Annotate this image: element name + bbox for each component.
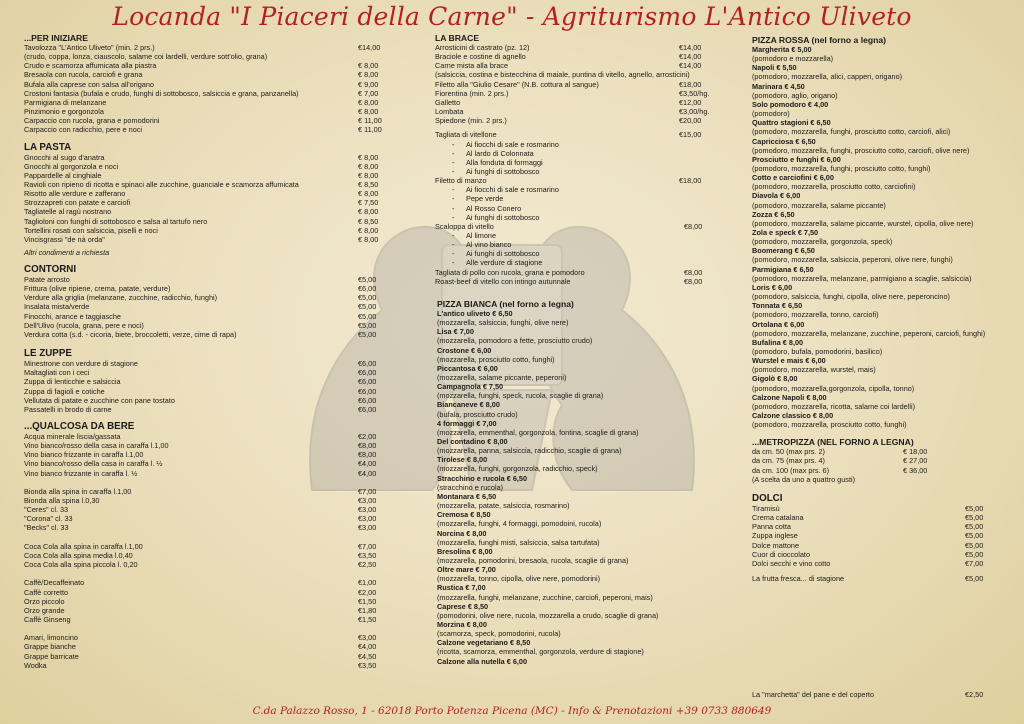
pizza-rossa-ingredients: (pomodoro, mozzarella, funghi, prosciutto cotto, carciofi, alici) bbox=[752, 127, 951, 137]
bullet-dash: - bbox=[452, 231, 455, 240]
pizza-rossa-name: Parmigiana € 6,50 bbox=[752, 264, 814, 274]
zuppa-price: €6,00 bbox=[358, 404, 377, 414]
pizza-bianca-ingredients: (ricotta, scamorza, emmenthal, gorgonzola, verdure di stagione) bbox=[437, 647, 644, 657]
dolce-name: Zuppa inglese bbox=[752, 531, 798, 541]
contorno-price: €5,00 bbox=[358, 293, 377, 303]
dolce-name: Dolce mattone bbox=[752, 540, 800, 550]
bevanda-name: "Corona" cl. 33 bbox=[24, 514, 73, 524]
section-title-metropizza: ...METROPIZZA (NEL FORNO A LEGNA) bbox=[752, 437, 914, 448]
pasta-item-price: € 8,00 bbox=[358, 189, 379, 199]
antipasto-price: € 9,00 bbox=[358, 79, 379, 89]
zuppa-price: €6,00 bbox=[358, 359, 377, 369]
pizza-bianca-name: Calzone vegetariano € 8,50 bbox=[437, 638, 531, 648]
bevanda-price: €3,00 bbox=[358, 505, 377, 515]
antipasto-name: Bufala alla caprese con salsa all'origano bbox=[24, 79, 154, 89]
contorno-price: €5,00 bbox=[358, 320, 377, 330]
pizza-rossa-name: Quattro stagioni € 6,50 bbox=[752, 118, 831, 128]
bevanda-name: Bionda alla spina l.0,30 bbox=[24, 496, 100, 505]
pasta-item-name: Gnocchi al sugo d'anatra bbox=[24, 152, 105, 162]
dolce-price: €5,00 bbox=[965, 549, 984, 559]
pizza-bianca-name: Oltre mare € 7,00 bbox=[437, 565, 496, 575]
bevanda-price: €3,00 bbox=[358, 496, 377, 505]
antipasto-name: Bresaola con rucola, carciofi e grana bbox=[24, 70, 143, 80]
scaloppa-price: €8,00 bbox=[684, 221, 703, 231]
tagliata-option: Alla fonduta di formaggi bbox=[466, 157, 543, 167]
dolce-name: Tiramisù bbox=[752, 503, 780, 513]
bevanda-price: €2,00 bbox=[358, 431, 377, 441]
contorno-price: €5,00 bbox=[358, 275, 377, 284]
bevanda-name: Wodka bbox=[24, 660, 47, 670]
bevanda-price: €1,80 bbox=[358, 605, 377, 615]
scaloppa-title: Scaloppa di vitello bbox=[435, 221, 494, 231]
antipasto-name: Crudo e scamorza affumicata alla piastra bbox=[24, 61, 157, 71]
secondo-name: Roast-beef di vitello con intingo autunnale bbox=[435, 276, 571, 286]
antipasto-name: Parmigiana di melanzane bbox=[24, 97, 107, 107]
contorno-name: Verdure alla griglia (melanzane, zucchine, radicchio, funghi) bbox=[24, 293, 218, 303]
pizza-bianca-name: Stracchino e rucola € 6,50 bbox=[437, 473, 528, 483]
contorno-name: Patate arrosto bbox=[24, 275, 70, 284]
pizza-bianca-ingredients: (mozzarella, salsiccia, funghi, olive nere) bbox=[437, 318, 569, 328]
filetto-option: Al Rosso Conero bbox=[466, 203, 522, 213]
pizza-rossa-ingredients: (pomodoro, mozzarella, gorgonzola, speck) bbox=[752, 237, 893, 247]
bevanda-price: €3,00 bbox=[358, 523, 377, 533]
tagliata-option: Al lardo di Colonnata bbox=[466, 148, 534, 158]
pizza-rossa-name: Zozza € 6,50 bbox=[752, 209, 795, 219]
pizza-bianca-name: Biancaneve € 8,00 bbox=[437, 400, 500, 410]
bevanda-name: Grappe barricate bbox=[24, 651, 79, 661]
antipasto-price: € 7,00 bbox=[358, 88, 379, 98]
pizza-bianca-name: Montanara € 6,50 bbox=[437, 491, 497, 501]
contorno-name: Dell'Ulivo (rucola, grana, pere e noci) bbox=[24, 320, 144, 330]
pizza-rossa-name: Solo pomodoro € 4,00 bbox=[752, 99, 829, 109]
pizza-rossa-name: Zola e speck € 7,50 bbox=[752, 228, 819, 237]
antipasto-name: Carpaccio con radicchio, pere e noci bbox=[24, 125, 143, 135]
brace-item-price: €3,00/hg. bbox=[679, 107, 710, 117]
secondo-name: Tagliata di pollo con rucola, grana e pomodoro bbox=[435, 267, 585, 277]
pizza-rossa-ingredients: (pomodoro, mozzarella, melanzane, zucchine, peperoni, carciofi, funghi) bbox=[752, 328, 986, 338]
bullet-dash: - bbox=[452, 185, 455, 195]
bevanda-price: €4,00 bbox=[358, 459, 377, 469]
pizza-rossa-name: Napoli € 5,50 bbox=[752, 63, 797, 73]
pizza-bianca-name: Tirolese € 8,00 bbox=[437, 455, 488, 465]
tagliata-price: €15,00 bbox=[679, 130, 702, 140]
pizza-bianca-name: Cremosa € 8,50 bbox=[437, 510, 491, 520]
section-title-zuppe: LE ZUPPE bbox=[24, 348, 72, 360]
zuppa-price: €6,00 bbox=[358, 386, 377, 396]
brace-item-name: Carne mista alla brace bbox=[435, 61, 509, 71]
bullet-dash: - bbox=[452, 240, 455, 250]
pizza-rossa-name: Calzone Napoli € 8,00 bbox=[752, 392, 827, 402]
dolce-price: €7,00 bbox=[965, 558, 984, 568]
pizza-bianca-ingredients: (mozzarella, funghi, speck, rucola, scaglie di grana) bbox=[437, 391, 604, 401]
contorno-name: Insalata mista/verde bbox=[24, 302, 90, 312]
bullet-dash: - bbox=[452, 212, 455, 222]
dolce-name: Crema catalana bbox=[752, 513, 804, 523]
antipasto-name: (crudo, coppa, lonza, ciauscolo, salame coi lardelli, verdure sott'olio, grana) bbox=[24, 52, 268, 62]
pizza-bianca-ingredients: (mozzarella, panna, salsiccia, radicchio, scaglie di grana) bbox=[437, 446, 622, 456]
bevanda-name: Orzo piccolo bbox=[24, 596, 65, 606]
pizza-rossa-name: Loris € 6,00 bbox=[752, 282, 793, 292]
coperto-price: €2,50 bbox=[965, 690, 984, 699]
zuppa-name: Maltagliati con i ceci bbox=[24, 368, 90, 378]
bevanda-price: €4,00 bbox=[358, 468, 377, 478]
brace-item-name: Braciole e costine di agnello bbox=[435, 52, 526, 62]
pizza-rossa-ingredients: (pomodoro, mozzarella, salame piccante) bbox=[752, 200, 886, 210]
pizza-rossa-name: Calzone classico € 8,00 bbox=[752, 411, 834, 420]
bullet-dash: - bbox=[452, 249, 455, 259]
pasta-item-name: Pappardelle al cinghiale bbox=[24, 170, 102, 180]
footer-contact: C.da Palazzo Rosso, 1 - 62018 Porto Potenza Picena (MC) - Info & Prenotazioni +39 0733 880649 bbox=[252, 705, 772, 717]
pasta-item-price: € 8,00 bbox=[358, 225, 379, 235]
pizza-rossa-ingredients: (pomodoro, mozzarella, melanzane, parmigiano a scaglie, salsiccia) bbox=[752, 273, 972, 283]
pizza-rossa-ingredients: (pomodoro, salsiccia, funghi, cipolla, olive nere, peperoncino) bbox=[752, 292, 950, 302]
bullet-dash: - bbox=[452, 139, 455, 149]
pizza-bianca-name: 4 formaggi € 7,00 bbox=[437, 418, 497, 428]
bevanda-name: Vino bianco frizzante in caraffa l. ½ bbox=[24, 468, 138, 478]
contorno-price: €5,00 bbox=[358, 302, 377, 312]
bevanda-name: Caffè/Decaffeinato bbox=[24, 578, 85, 588]
pasta-note: Altri condimenti a richiesta bbox=[24, 248, 110, 257]
pizza-rossa-ingredients: (pomodoro, aglio, origano) bbox=[752, 90, 838, 100]
pizza-rossa-ingredients: (pomodoro) bbox=[752, 109, 790, 119]
filetto-price: €18,00 bbox=[679, 176, 702, 186]
pasta-item-name: Taglioloni con funghi di sottobosco e salsa al tartufo nero bbox=[24, 216, 208, 226]
bevanda-price: €3,00 bbox=[358, 633, 377, 643]
pizza-rossa-ingredients: (pomodoro, mozzarella, wurstel, mais) bbox=[752, 365, 876, 375]
pizza-bianca-ingredients: (scamorza, speck, pomodorini, rucola) bbox=[437, 629, 561, 639]
pasta-item-price: € 8,00 bbox=[358, 170, 379, 180]
brace-item-price: €3,50/hg. bbox=[679, 88, 710, 98]
frutta-name: La frutta fresca... di stagione bbox=[752, 573, 845, 583]
metropizza-note: (A scelta da uno a quattro gusti) bbox=[752, 474, 856, 484]
pizza-rossa-ingredients: (pomodoro, mozzarella, ricotta, salame coi lardelli) bbox=[752, 401, 916, 411]
pasta-item-name: Tortellini rosati con salsiccia, piselli e noci bbox=[24, 225, 158, 235]
bevanda-price: €3,50 bbox=[358, 550, 377, 560]
pasta-item-price: € 8,50 bbox=[358, 179, 379, 189]
metropizza-price: € 36,00 bbox=[903, 465, 928, 475]
pizza-bianca-ingredients: (stracchino e rucola) bbox=[437, 482, 504, 492]
antipasto-name: Pinzimonio e gorgonzola bbox=[24, 107, 104, 117]
brace-item-name: Filetto alla "Giulio Cesare" (N.B. cottura al sangue) bbox=[435, 79, 599, 89]
bevanda-name: Coca Cola alla spina media l.0,40 bbox=[24, 550, 133, 560]
pizza-rossa-name: Gigolò € 8,00 bbox=[752, 374, 798, 384]
section-title-dolci: DOLCI bbox=[752, 492, 783, 504]
contorno-price: €5,00 bbox=[358, 311, 377, 321]
antipasto-price: € 11,00 bbox=[358, 116, 382, 126]
filetto-option: Ai funghi di sottobosco bbox=[466, 212, 540, 222]
contorno-name: Verdura cotta (s.d. - cicoria, biete, broccoletti, verze, cime di rapa) bbox=[24, 329, 237, 339]
zuppa-price: €6,00 bbox=[358, 377, 377, 387]
secondo-price: €8,00 bbox=[684, 276, 703, 286]
pizza-bianca-name: Piccantosa € 6,00 bbox=[437, 363, 498, 373]
pasta-item-name: Vincisgrassi "de nà orda" bbox=[24, 234, 105, 244]
dolce-name: Dolci secchi e vino cotto bbox=[752, 558, 831, 568]
bevanda-price: €7,00 bbox=[358, 541, 377, 551]
brace-item-name: Fiorentina (min. 2 prs.) bbox=[435, 88, 509, 98]
section-title-contorni: CONTORNI bbox=[24, 264, 77, 275]
pizza-rossa-ingredients: (pomodoro, mozzarella, salame piccante, wurstel, cipolla, olive nere) bbox=[752, 218, 974, 228]
pizza-rossa-name: Bufalina € 8,00 bbox=[752, 337, 804, 347]
dolce-price: €5,00 bbox=[965, 540, 984, 550]
brace-item-price: €14,00 bbox=[679, 61, 702, 71]
pizza-rossa-name: Ortolana € 6,00 bbox=[752, 319, 805, 329]
antipasto-name: Tavolozza "L'Antico Uliveto" (min. 2 prs.) bbox=[24, 43, 155, 52]
brace-item-price: €14,00 bbox=[679, 52, 702, 62]
antipasto-price: € 8,00 bbox=[358, 107, 379, 117]
bevanda-price: €1,50 bbox=[358, 596, 377, 606]
pizza-bianca-ingredients: (pomodorini, olive nere, rucola, mozzarella a crudo, scaglie di grana) bbox=[437, 610, 659, 620]
pizza-bianca-name: Campagnola € 7,50 bbox=[437, 382, 504, 392]
contorno-name: Frittura (olive ripiene, crema, patate, verdure) bbox=[24, 284, 171, 294]
bevanda-price: €2,50 bbox=[358, 560, 377, 570]
bevanda-name: Orzo grande bbox=[24, 605, 65, 615]
contorno-name: Finocchi, arance e taggiasche bbox=[24, 311, 121, 321]
pasta-item-price: € 8,00 bbox=[358, 207, 379, 217]
bevanda-name: Acqua minerale liscia/gassata bbox=[24, 431, 121, 441]
bevanda-name: "Ceres" cl. 33 bbox=[24, 505, 69, 515]
pizza-rossa-name: Capricciosa € 6,50 bbox=[752, 136, 816, 146]
bevanda-name: Vino bianco/rosso della casa in caraffa l. ½ bbox=[24, 459, 163, 469]
dolce-price: €5,00 bbox=[965, 522, 984, 532]
bullet-dash: - bbox=[452, 194, 455, 204]
brace-item-price: €20,00 bbox=[679, 116, 702, 126]
pizza-rossa-name: Tonnata € 6,50 bbox=[752, 301, 803, 311]
pizza-bianca-name: Del contadino € 8,00 bbox=[437, 437, 508, 446]
bevanda-name: Bionda alla spina in caraffa l.1,00 bbox=[24, 486, 132, 496]
pasta-item-name: Gnocchi al gorgonzola e noci bbox=[24, 161, 119, 171]
bevanda-name: Coca Cola alla spina piccola l. 0,20 bbox=[24, 560, 138, 570]
bevanda-name: Vino bianco frizzante in caraffa l.1,00 bbox=[24, 450, 144, 460]
metropizza-name: da cm. 75 (max prs. 4) bbox=[752, 456, 825, 466]
pasta-item-name: Ravioli con ripieno di ricotta e spinaci alle zucchine, guanciale e scamorza affumicata bbox=[24, 179, 299, 189]
scaloppa-option: Al limone bbox=[466, 231, 497, 240]
tagliata-option: Ai fiocchi di sale e rosmarino bbox=[466, 139, 559, 149]
pasta-item-price: € 8,00 bbox=[358, 152, 379, 162]
bullet-dash: - bbox=[452, 203, 455, 213]
pizza-bianca-ingredients: (mozzarella, patate, salsiccia, rosmarino) bbox=[437, 501, 570, 511]
pizza-rossa-name: Marinara € 4,50 bbox=[752, 81, 805, 91]
scaloppa-option: Alle verdure di stagione bbox=[466, 258, 543, 268]
metropizza-price: € 27,00 bbox=[903, 456, 928, 466]
pizza-bianca-name: Caprese € 8,50 bbox=[437, 601, 489, 611]
dolce-price: €5,00 bbox=[965, 531, 984, 541]
bevanda-price: €2,00 bbox=[358, 587, 377, 597]
antipasto-price: €14,00 bbox=[358, 43, 381, 52]
bevanda-name: Coca Cola alla spina in caraffa l.1,00 bbox=[24, 541, 143, 551]
filetto-option: Pepe verde bbox=[466, 194, 504, 204]
pasta-item-name: Tagliatelle al ragù nostrano bbox=[24, 207, 112, 217]
bevanda-price: €4,00 bbox=[358, 642, 377, 652]
pizza-bianca-ingredients: (mozzarella, funghi, gorgonzola, radicchio, speck) bbox=[437, 464, 598, 474]
filetto-title: Filetto di manzo bbox=[435, 176, 487, 186]
zuppa-name: Zuppa di fagioli e cotiche bbox=[24, 386, 105, 396]
pasta-item-price: € 8,00 bbox=[358, 234, 379, 244]
antipasto-price: € 8,00 bbox=[358, 61, 379, 71]
pizza-rossa-ingredients: (pomodoro, mozzarella, salsiccia, peperoni, olive nere, funghi) bbox=[752, 255, 953, 265]
bevanda-price: €8,00 bbox=[358, 450, 377, 460]
bullet-dash: - bbox=[452, 166, 455, 176]
pizza-bianca-ingredients: (mozzarella, pomodorini, bresaola, rucola, scaglie di grana) bbox=[437, 555, 629, 565]
contorno-price: €5,00 bbox=[358, 329, 377, 339]
dolce-name: Panna cotta bbox=[752, 522, 791, 532]
bevanda-name: Vino bianco/rosso della casa in caraffa l.1,00 bbox=[24, 441, 169, 451]
antipasto-name: Carpaccio con rucola, grana e pomodorini bbox=[24, 116, 160, 126]
pizza-rossa-ingredients: (pomodoro e mozzarella) bbox=[752, 54, 834, 64]
pasta-item-price: € 8,50 bbox=[358, 216, 379, 226]
zuppa-name: Vellutata di patate e zucchine con pane tostato bbox=[24, 395, 175, 405]
section-title-brace: LA BRACE bbox=[435, 33, 480, 43]
pizza-bianca-ingredients: (mozzarella, pomodoro a fette, prosciutto crudo) bbox=[437, 336, 593, 346]
tagliata-option: Ai funghi di sottobosco bbox=[466, 166, 540, 176]
pizza-rossa-name: Margherita € 5,00 bbox=[752, 45, 812, 54]
pizza-rossa-ingredients: (pomodoro, mozzarella, tonno, carciofi) bbox=[752, 310, 879, 320]
frutta-price: €5,00 bbox=[965, 573, 984, 583]
section-title-pizza-bianca: PIZZA BIANCA (nel forno a legna) bbox=[437, 298, 574, 309]
pizza-bianca-name: Lisa € 7,00 bbox=[437, 327, 474, 337]
metropizza-name: da cm. 100 (max prs. 6) bbox=[752, 465, 830, 475]
bullet-dash: - bbox=[452, 148, 455, 158]
bevanda-price: €4,50 bbox=[358, 651, 377, 661]
brace-item-name: Spiedone (min. 2 prs.) bbox=[435, 116, 507, 126]
pizza-bianca-name: Crostone € 6,00 bbox=[437, 345, 492, 355]
pizza-rossa-ingredients: (pomodoro, mozzarella, alici, capperi, origano) bbox=[752, 72, 903, 82]
metropizza-price: € 18,00 bbox=[903, 447, 928, 457]
dolce-name: Cuor di cioccolato bbox=[752, 549, 810, 559]
bevanda-price: €1,00 bbox=[358, 578, 377, 588]
pizza-bianca-ingredients: (mozzarella, salame piccante, peperoni) bbox=[437, 372, 567, 382]
pizza-bianca-name: Norcina € 8,00 bbox=[437, 528, 487, 538]
brace-item-price: €14,00 bbox=[679, 43, 702, 52]
bevanda-name: Caffè Ginseng bbox=[24, 614, 71, 624]
bevanda-price: €8,00 bbox=[358, 441, 377, 451]
bevanda-name: Amari, limoncino bbox=[24, 633, 78, 643]
antipasto-price: € 11,00 bbox=[358, 125, 382, 135]
pizza-rossa-ingredients: (pomodoro, mozzarella, prosciutto cotto, carciofini) bbox=[752, 182, 916, 192]
brace-item-name: (salsiccia, costina e bistecchina di maiale, puntina di vitello, agnello, arrosticini) bbox=[435, 70, 690, 80]
pizza-bianca-ingredients: (mozzarella, emmenthal, gorgonzola, fontina, scaglie di grana) bbox=[437, 427, 639, 437]
brace-item-name: Galletto bbox=[435, 97, 461, 107]
section-title-pizza-rossa: PIZZA ROSSA (nel forno a legna) bbox=[752, 35, 887, 45]
dolce-price: €5,00 bbox=[965, 513, 984, 523]
zuppa-name: Minestrone con verdure di stagione bbox=[24, 359, 138, 369]
brace-item-price: €18,00 bbox=[679, 79, 702, 89]
bevanda-name: Grappe bianche bbox=[24, 642, 76, 652]
antipasto-price: € 8,00 bbox=[358, 70, 379, 80]
pizza-rossa-name: Cotto e carciofini € 6,00 bbox=[752, 173, 834, 183]
pizza-bianca-name: Calzone alla nutella € 6,00 bbox=[437, 656, 528, 666]
pizza-bianca-ingredients: (mozzarella, funghi misti, salsiccia, salsa tartufata) bbox=[437, 537, 600, 547]
metropizza-name: da cm. 50 (max prs. 2) bbox=[752, 447, 825, 457]
tagliata-title: Tagliata di vitellone bbox=[435, 130, 497, 140]
bullet-dash: - bbox=[452, 258, 455, 268]
antipasto-price: € 8,00 bbox=[358, 97, 379, 107]
pizza-rossa-ingredients: (pomodoro, mozzarella,gorgonzola, cipolla, tonno) bbox=[752, 383, 915, 393]
pizza-bianca-ingredients: (mozzarella, funghi, melanzane, zucchine, carciofi, peperoni, mais) bbox=[437, 592, 653, 602]
zuppa-price: €6,00 bbox=[358, 368, 377, 378]
pizza-rossa-ingredients: (pomodoro, mozzarella, funghi, prosciutto cotto, carciofi, olive nere) bbox=[752, 145, 970, 155]
scaloppa-option: Al vino bianco bbox=[466, 240, 512, 250]
brace-item-name: Arrosticini di castrato (pz. 12) bbox=[435, 43, 530, 52]
pizza-rossa-name: Diavola € 6,00 bbox=[752, 191, 801, 201]
pizza-rossa-name: Wurstel e mais € 6,00 bbox=[752, 356, 826, 366]
bevanda-name: Caffè corretto bbox=[24, 587, 69, 597]
pasta-item-price: € 7,50 bbox=[358, 198, 379, 208]
pizza-bianca-name: Bresolina € 8,00 bbox=[437, 546, 493, 556]
pizza-rossa-ingredients: (pomodoro, bufala, pomodorini, basilico) bbox=[752, 346, 883, 356]
pizza-rossa-ingredients: (pomodoro, mozzarella, prosciutto cotto, funghi) bbox=[752, 420, 907, 430]
pizza-rossa-name: Prosciutto e funghi € 6,00 bbox=[752, 154, 841, 164]
brace-item-price: €12,00 bbox=[679, 97, 702, 107]
pizza-bianca-name: L'antico uliveto € 6,50 bbox=[437, 308, 513, 318]
pizza-bianca-ingredients: (mozzarella, funghi, 4 formaggi, pomodoini, rucola) bbox=[437, 519, 602, 529]
contorno-price: €6,00 bbox=[358, 284, 377, 294]
pasta-item-name: Risotto alle verdure e zafferano bbox=[24, 189, 126, 199]
pizza-rossa-ingredients: (pomodoro, mozzarella, funghi, prosciutto cotto, funghi) bbox=[752, 163, 931, 173]
zuppa-name: Passatelli in brodo di carne bbox=[24, 404, 112, 414]
antipasto-name: Crostoni fantasia (bufala e crudo, funghi di sottobosco, salsiccia e grana, panzanella) bbox=[24, 88, 299, 98]
filetto-option: Ai fiocchi di sale e rosmarino bbox=[466, 185, 559, 195]
bevanda-price: €7,00 bbox=[358, 486, 377, 496]
section-title-pasta: LA PASTA bbox=[24, 141, 72, 153]
pizza-rossa-name: Boomerang € 6,50 bbox=[752, 246, 815, 256]
bullet-dash: - bbox=[452, 157, 455, 167]
bevanda-price: €1,50 bbox=[358, 614, 377, 624]
section-title-antipasti: ...PER INIZIARE bbox=[24, 33, 88, 43]
pizza-bianca-ingredients: (bufala, prosciutto crudo) bbox=[437, 409, 518, 419]
pasta-item-name: Strozzapreti con patate e carciofi bbox=[24, 198, 131, 208]
section-title-bere: ...QUALCOSA DA BERE bbox=[24, 420, 135, 432]
zuppa-price: €6,00 bbox=[358, 395, 377, 405]
bevanda-price: €3,00 bbox=[358, 514, 377, 524]
pasta-item-price: € 8,00 bbox=[358, 161, 379, 171]
pizza-bianca-ingredients: (mozzarella, prosciutto cotto, funghi) bbox=[437, 354, 555, 364]
secondo-price: €8,00 bbox=[684, 267, 703, 277]
pizza-bianca-ingredients: (mozzarella, tonno, cipolla, olive nere, pomodorini) bbox=[437, 574, 601, 584]
bevanda-name: "Becks" cl. 33 bbox=[24, 523, 69, 533]
pizza-bianca-name: Rustica € 7,00 bbox=[437, 583, 486, 593]
coperto-name: La "marchetta" del pane e del coperto bbox=[752, 690, 875, 699]
zuppa-name: Zuppa di lenticchie e salsiccia bbox=[24, 377, 121, 387]
brace-item-name: Lombata bbox=[435, 107, 464, 117]
page-title: Locanda "I Piaceri della Carne" - Agriturismo L'Antico Uliveto bbox=[112, 2, 912, 31]
bevanda-price: €3,50 bbox=[358, 660, 377, 670]
scaloppa-option: Ai funghi di sottobosco bbox=[466, 249, 540, 259]
dolce-price: €5,00 bbox=[965, 503, 984, 513]
pizza-bianca-name: Morzina € 8,00 bbox=[437, 620, 487, 629]
